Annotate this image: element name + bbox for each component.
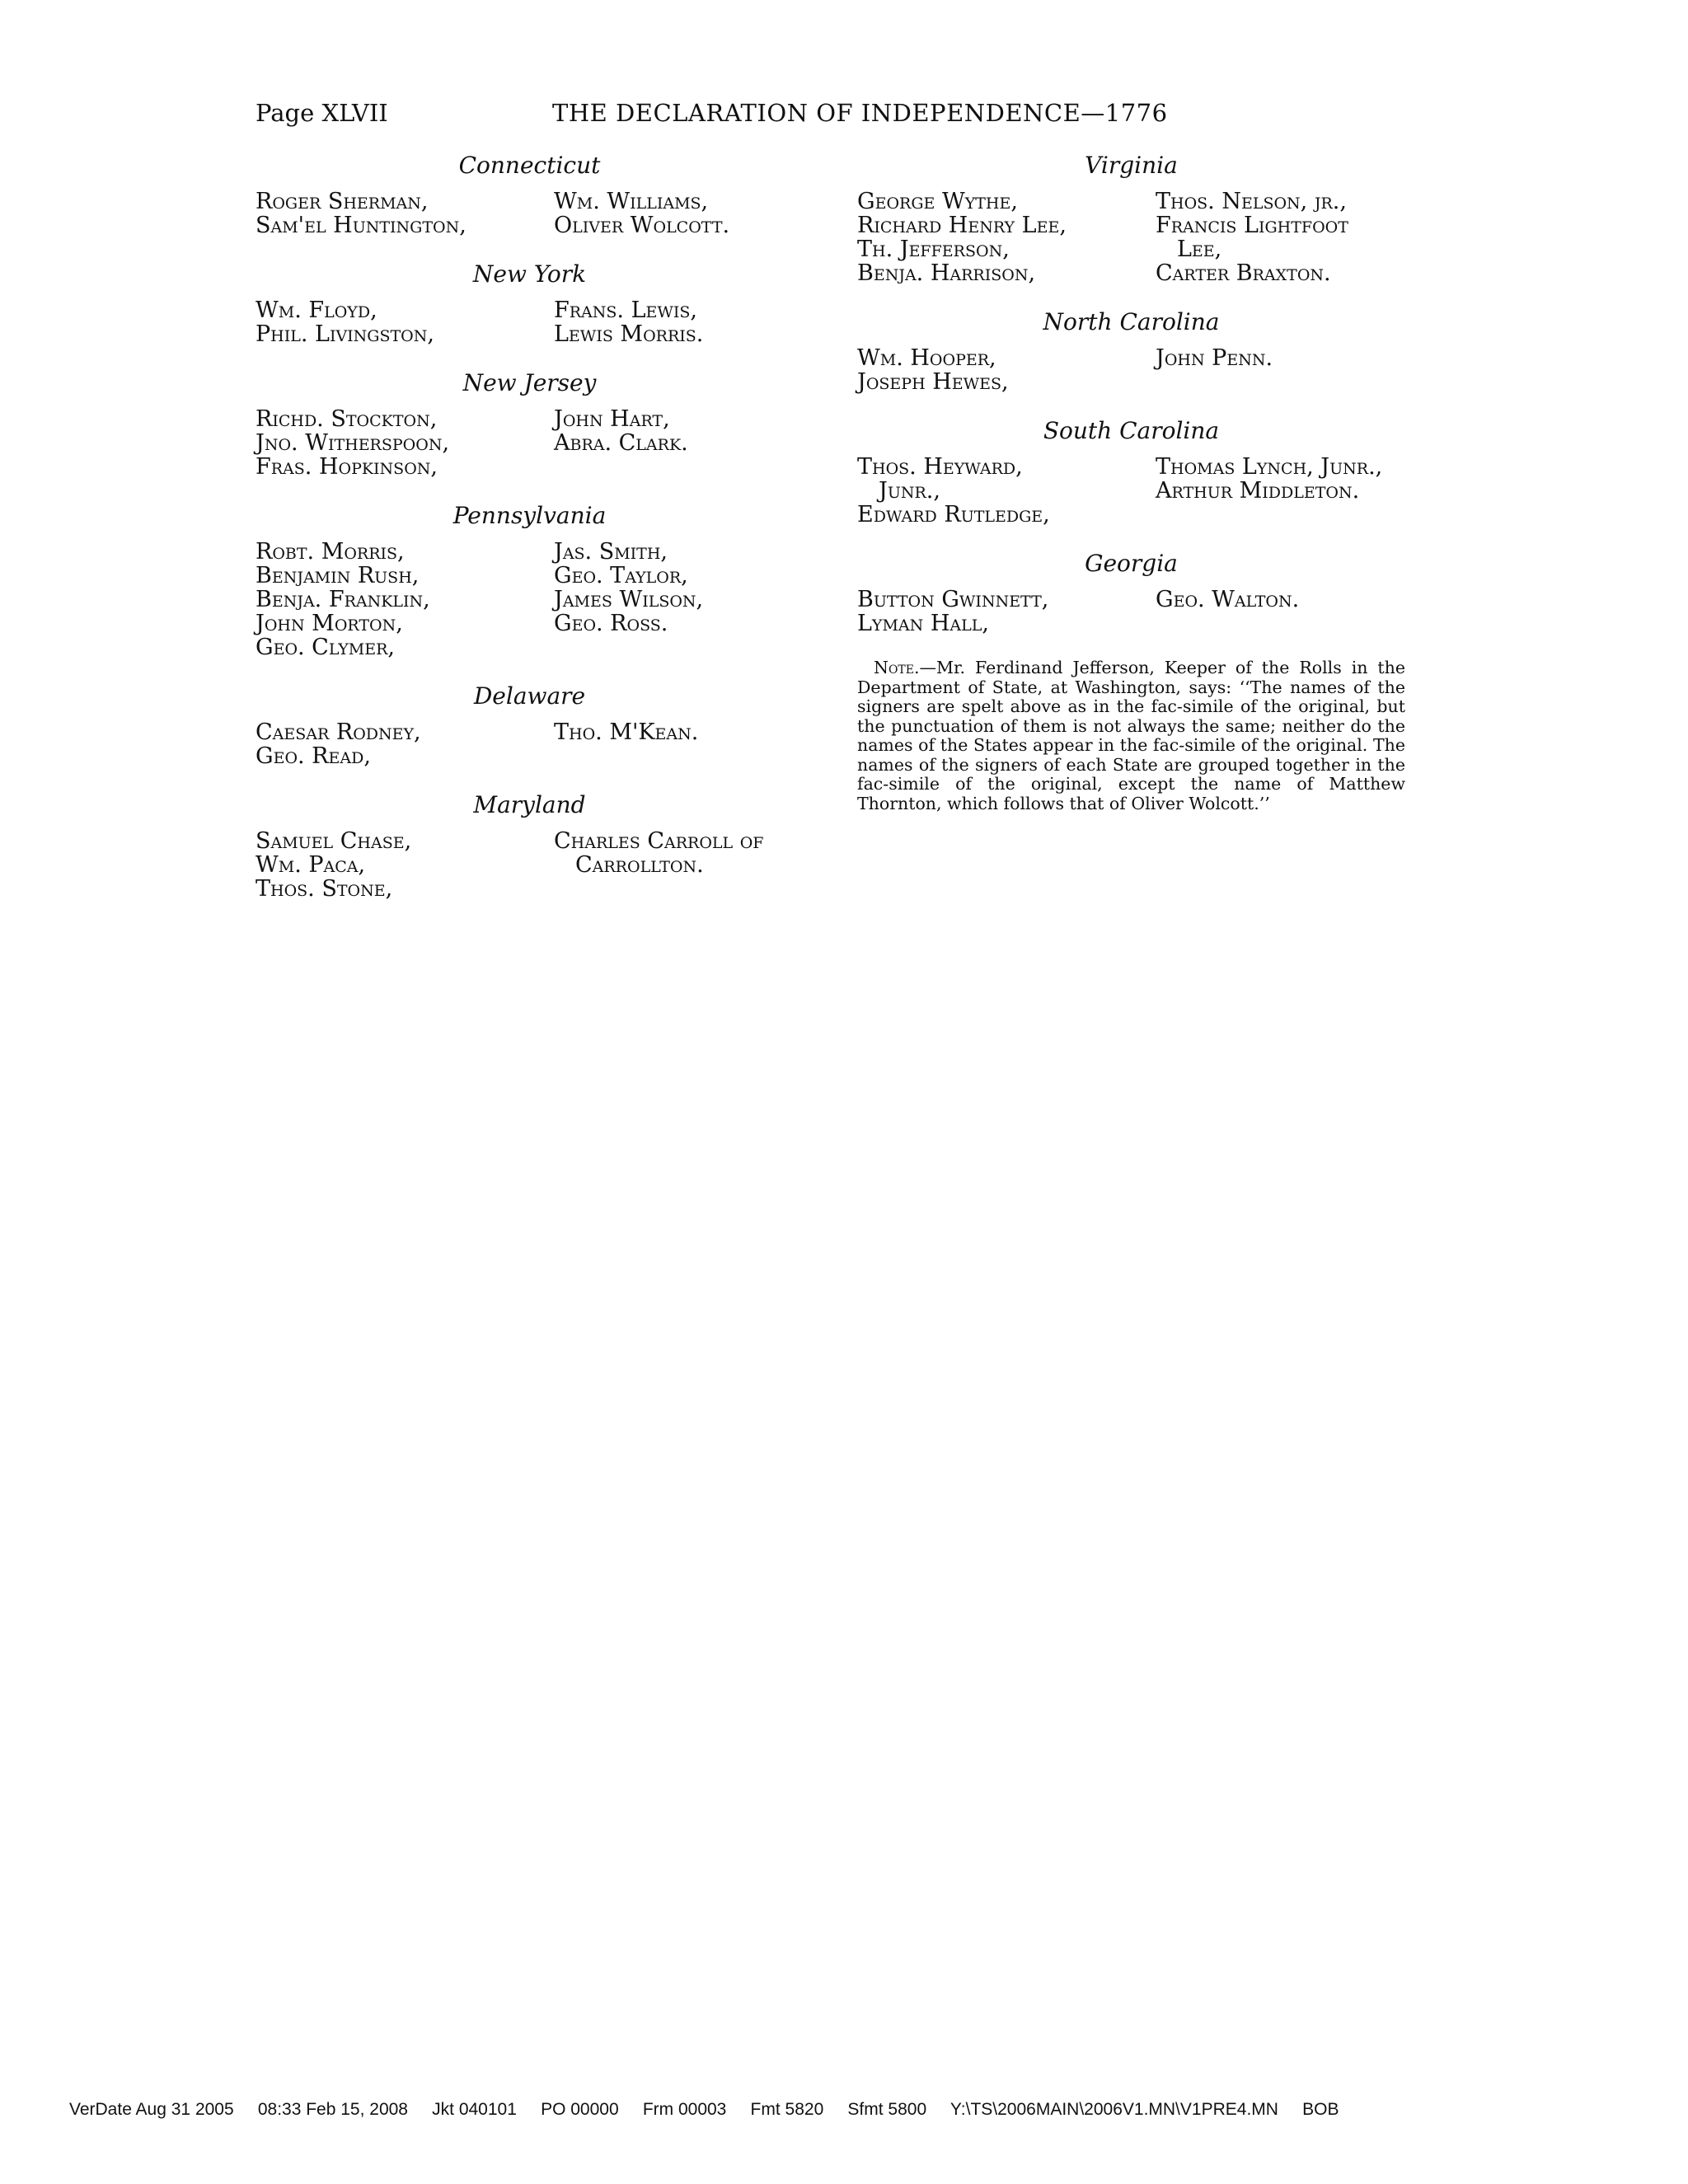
left-column [256, 152, 804, 924]
state-heading: New York [472, 260, 587, 288]
signer-name: Robt. Morris, [256, 539, 405, 565]
state-heading: Pennsylvania [452, 502, 607, 529]
state-heading: Virginia [1085, 152, 1178, 179]
signer-name: James Wilson, [554, 587, 704, 612]
note-text: —Mr. Ferdinand Jefferson, Keeper of the Rolls in the Department of State, at Washington, says: ‘‘The names of the signers are spelt above as in the fac-simile of the original, but the punctuation of them is not always the same; neither do the names of the States appear in the fac-simile of the original. The names of the signers of each State are grouped together in the fac-simile of the original, except the name of Matthew Thornton, which follows that of Oliver Wolcott.’’ [857, 658, 1405, 813]
signer-name: Francis Lightfoot [1156, 213, 1348, 238]
signer-name: John Morton, [256, 611, 403, 636]
editorial-note [857, 658, 1405, 813]
signer-name: Thos. Stone, [256, 876, 393, 902]
signer-name: Lewis Morris. [554, 321, 704, 347]
state-section [256, 260, 804, 346]
right-column [857, 152, 1405, 813]
signer-name: Geo. Taylor, [554, 563, 688, 588]
state-heading: Maryland [473, 791, 586, 818]
signer-name: Geo. Ross. [554, 611, 668, 636]
state-heading: New Jersey [462, 369, 597, 396]
signer-name: Jno. Witherspoon, [256, 430, 450, 456]
signer-list [256, 190, 804, 237]
running-title: THE DECLARATION OF INDEPENDENCE—1776 [552, 99, 1168, 127]
state-heading: South Carolina [1043, 417, 1220, 444]
signer-name-continuation: Lee, [1177, 237, 1222, 262]
signer-list [256, 298, 804, 346]
signer-name: Carter Braxton. [1156, 260, 1331, 286]
state-section [256, 369, 804, 479]
signer-list [857, 588, 1405, 635]
state-section [256, 682, 804, 768]
signer-name: Samuel Chase, [256, 828, 412, 854]
page-header [256, 99, 1426, 132]
signer-name: Benjamin Rush, [256, 563, 420, 588]
state-section [256, 152, 804, 237]
state-heading: Delaware [473, 682, 586, 710]
signer-name: Charles Carroll of [554, 828, 764, 854]
signer-name: Arthur Middleton. [1156, 478, 1360, 504]
signer-name: Fras. Hopkinson, [256, 454, 438, 480]
signer-name: Wm. Paca, [256, 852, 366, 878]
state-section [857, 417, 1405, 527]
signer-name: John Penn. [1156, 345, 1273, 371]
signer-name: Sam'el Huntington, [256, 213, 467, 238]
signer-list [857, 455, 1405, 527]
state-section [857, 308, 1405, 394]
signer-name: Benja. Franklin, [256, 587, 430, 612]
signer-name: Frans. Lewis, [554, 298, 697, 323]
signer-name: Benja. Harrison, [857, 260, 1036, 286]
signer-list [256, 407, 804, 479]
state-heading: Connecticut [458, 152, 601, 179]
signer-name: Edward Rutledge, [857, 502, 1050, 527]
signer-name-continuation: Carrollton. [575, 852, 704, 878]
signer-name: Geo. Clymer, [256, 635, 395, 660]
signer-name: John Hart, [554, 406, 670, 432]
signer-name: Geo. Read, [256, 743, 371, 769]
signer-name: Th. Jefferson, [857, 237, 1010, 262]
signer-name: Thomas Lynch, Junr., [1156, 454, 1383, 480]
signer-list [256, 540, 804, 659]
print-slug-footer: VerDate Aug 31 2005 08:33 Feb 15, 2008 Jkt 040101 PO 00000 Frm 00003 Fmt 5820 Sfmt 5800 Y:\TS\2006MAIN\2006V1.MN\V1PRE4.MN BOB [69, 2100, 1339, 2119]
signer-name: Caesar Rodney, [256, 719, 421, 745]
signer-name: Tho. M'Kean. [554, 719, 699, 745]
signer-name: Roger Sherman, [256, 189, 429, 214]
signer-list [256, 829, 804, 901]
signer-name: Wm. Hooper, [857, 345, 996, 371]
signer-name: Oliver Wolcott. [554, 213, 730, 238]
signer-name: Thos. Heyward, [857, 454, 1023, 480]
signer-name: Geo. Walton. [1156, 587, 1300, 612]
signer-name: Abra. Clark. [554, 430, 688, 456]
signer-name: Wm. Williams, [554, 189, 709, 214]
state-section [857, 152, 1405, 285]
state-section [256, 502, 804, 659]
signer-name-continuation: Junr., [879, 478, 940, 504]
state-heading: Georgia [1085, 550, 1178, 577]
state-heading: North Carolina [1043, 308, 1220, 335]
signer-name: Lyman Hall, [857, 611, 989, 636]
state-section [857, 550, 1405, 635]
signer-name: George Wythe, [857, 189, 1018, 214]
signer-name: Button Gwinnett, [857, 587, 1049, 612]
signer-list [857, 190, 1405, 285]
signer-list [857, 346, 1405, 394]
signer-name: Joseph Hewes, [857, 369, 1009, 395]
signer-name: Richard Henry Lee, [857, 213, 1067, 238]
signer-name: Jas. Smith, [554, 539, 668, 565]
state-section [256, 791, 804, 901]
signer-list [256, 720, 804, 768]
signer-name: Thos. Nelson, jr., [1156, 189, 1347, 214]
signer-name: Wm. Floyd, [256, 298, 377, 323]
page-number: Page XLVII [256, 99, 388, 127]
signer-name: Phil. Livingston, [256, 321, 434, 347]
signer-name: Richd. Stockton, [256, 406, 438, 432]
note-lead: Note. [874, 658, 920, 677]
